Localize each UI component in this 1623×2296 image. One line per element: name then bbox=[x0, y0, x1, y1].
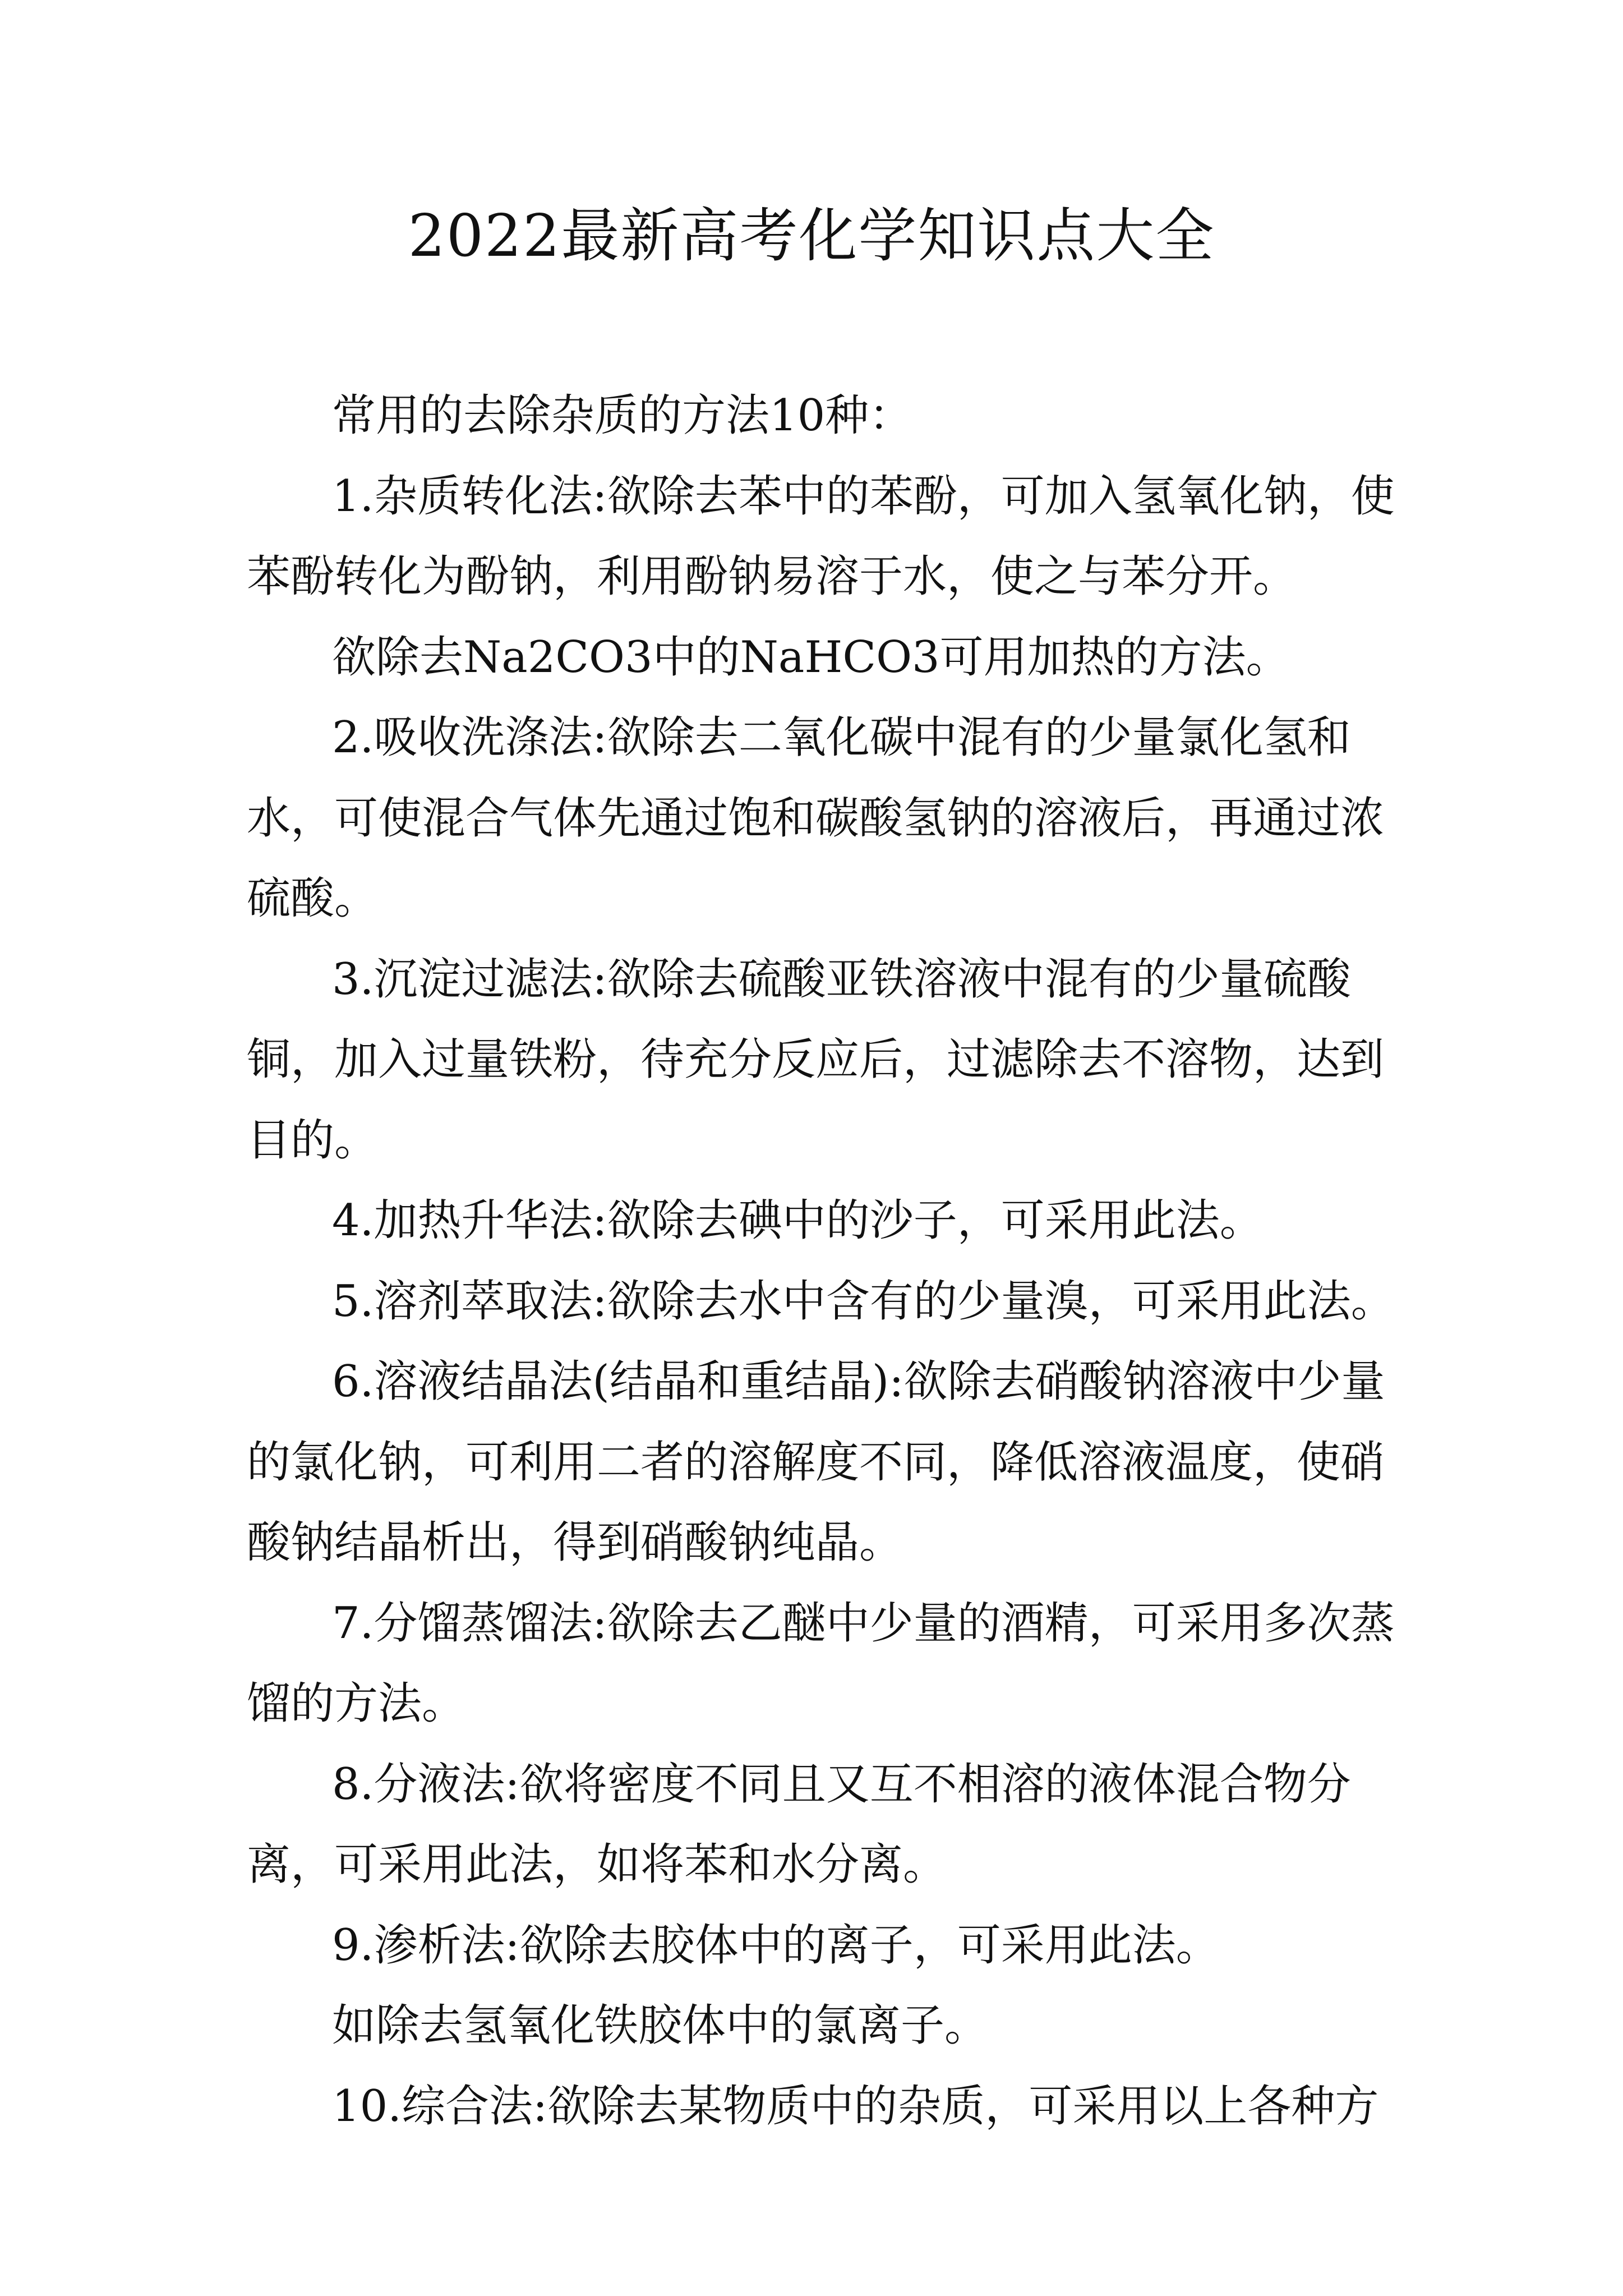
paragraph-method-6: 6.溶液结晶法(结晶和重结晶):欲除去硝酸钠溶液中少量的氯化钠，可利用二者的溶解度不同，降低溶液温度，使硝酸钠结晶析出，得到硝酸钠纯晶。 bbox=[247, 1356, 1385, 1568]
paragraph-method-5: 5.溶剂萃取法:欲除去水中含有的少量溴，可采用此法。 bbox=[332, 1276, 1395, 1327]
paragraph-method-10: 10.综合法:欲除去某物质中的杂质，可采用以上各种方 bbox=[332, 2081, 1379, 2132]
paragraph-method-1: 1.杂质转化法:欲除去苯中的苯酚，可加入氢氧化钠，使苯酚转化为酚钠，利用酚钠易溶于水，使之与苯分开。 bbox=[247, 471, 1395, 602]
paragraph-method-1-note: 欲除去Na2CO3中的NaHCO3可用加热的方法。 bbox=[332, 632, 1290, 683]
paragraph-method-3: 3.沉淀过滤法:欲除去硫酸亚铁溶液中混有的少量硫酸铜，加入过量铁粉，待充分反应后，过滤除去不溶物，达到目的。 bbox=[247, 954, 1385, 1166]
paragraph-method-9-note: 如除去氢氧化铁胶体中的氯离子。 bbox=[332, 2000, 989, 2051]
paragraph-intro: 常用的去除杂质的方法10种： bbox=[332, 390, 913, 441]
paragraph-method-9: 9.渗析法:欲除去胶体中的离子，可采用此法。 bbox=[332, 1920, 1220, 1971]
paragraph-method-7: 7.分馏蒸馏法:欲除去乙醚中少量的酒精，可采用多次蒸馏的方法。 bbox=[247, 1598, 1395, 1729]
paragraph-method-2: 2.吸收洗涤法:欲除去二氧化碳中混有的少量氯化氢和水，可使混合气体先通过饱和碳酸氢钠的溶液后，再通过浓硫酸。 bbox=[247, 712, 1385, 924]
paragraph-method-8: 8.分液法:欲将密度不同且又互不相溶的液体混合物分离，可采用此法，如将苯和水分离。 bbox=[247, 1759, 1351, 1890]
paragraph-method-4: 4.加热升华法:欲除去碘中的沙子，可采用此法。 bbox=[332, 1195, 1264, 1246]
document-body bbox=[247, 376, 1402, 2147]
document-title: 2022最新高考化学知识点大全 bbox=[408, 201, 1215, 270]
